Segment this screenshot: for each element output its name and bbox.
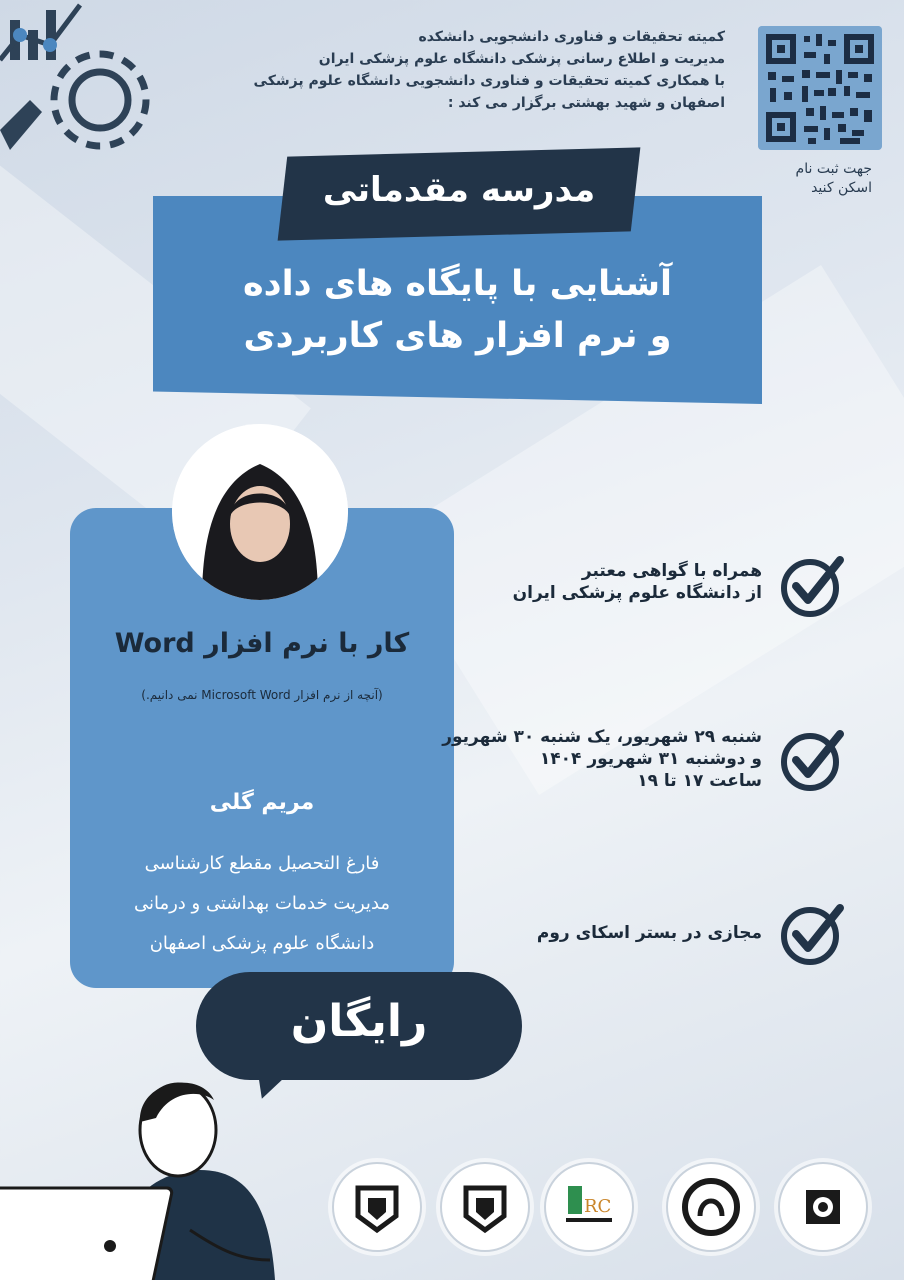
logo-src-iums [544,1162,634,1252]
check-circle-icon [778,724,848,794]
title-line: آشنایی با پایگاه های داده [242,264,673,304]
org-line: مدیریت و اطلاع رسانی پزشکی دانشگاه علوم پزشکی ایران [318,51,725,67]
speaker-desc-line: فارغ التحصیل مقطع کارشناسی [144,853,380,874]
school-label: مدرسه مقدماتی [322,170,596,210]
org-line: اصفهان و شهید بهشتی برگزار می کند : [447,95,725,111]
qr-caption-line: جهت ثبت نام [795,161,872,177]
check-circle-icon [778,898,848,968]
speaker-desc-line: دانشگاه علوم پزشکی اصفهان [149,933,375,954]
feature-schedule [402,726,762,792]
check-circle-icon [778,550,848,620]
org-line: با همکاری کمیته تحقیقات و فناوری دانشجویی دانشگاه علوم پزشکی [253,73,725,89]
speaker-name: مریم گلی [209,790,315,815]
course-subtitle: (آنچه از نرم افزار Microsoft Word نمی دانیم.) [141,688,383,702]
logo-iums-faculty [778,1162,868,1252]
feature-line: همراه با گواهی معتبر [581,561,762,581]
feature-line: از دانشگاه علوم پزشکی ایران [512,583,762,603]
logo-research-committee [440,1162,530,1252]
page-title [170,258,745,362]
feature-line: ساعت ۱۷ تا ۱۹ [637,771,762,791]
speaker-desc-line: مدیریت خدمات بهداشتی و درمانی [133,893,391,914]
qr-caption-line: اسکن کنید [811,180,872,196]
instructor-photo [172,424,348,600]
organizer-text [195,26,725,114]
feature-line: شنبه ۲۹ شهریور، یک شنبه ۳۰ شهریور [442,727,762,747]
org-line: کمیته تحقیقات و فناوری دانشجویی دانشکده [418,29,725,45]
svg-text:RC: RC [584,1196,612,1217]
feature-platform [402,922,762,944]
price-label: رایگان [290,996,428,1047]
qr-code[interactable] [758,26,882,150]
logo-student-research [666,1162,756,1252]
course-title: کار با نرم افزار Word [114,628,410,659]
feature-certificate [402,560,762,604]
logo-management-faculty [332,1162,422,1252]
person-laptop-illustration [0,1060,320,1280]
feature-line: مجازی در بستر اسکای روم [536,923,762,943]
qr-caption [762,160,872,198]
speaker-description [80,844,444,964]
title-line: و نرم افزار های کاربردی [243,316,672,356]
gear-icon [0,0,160,160]
feature-line: و دوشنبه ۳۱ شهریور ۱۴۰۴ [539,749,762,769]
